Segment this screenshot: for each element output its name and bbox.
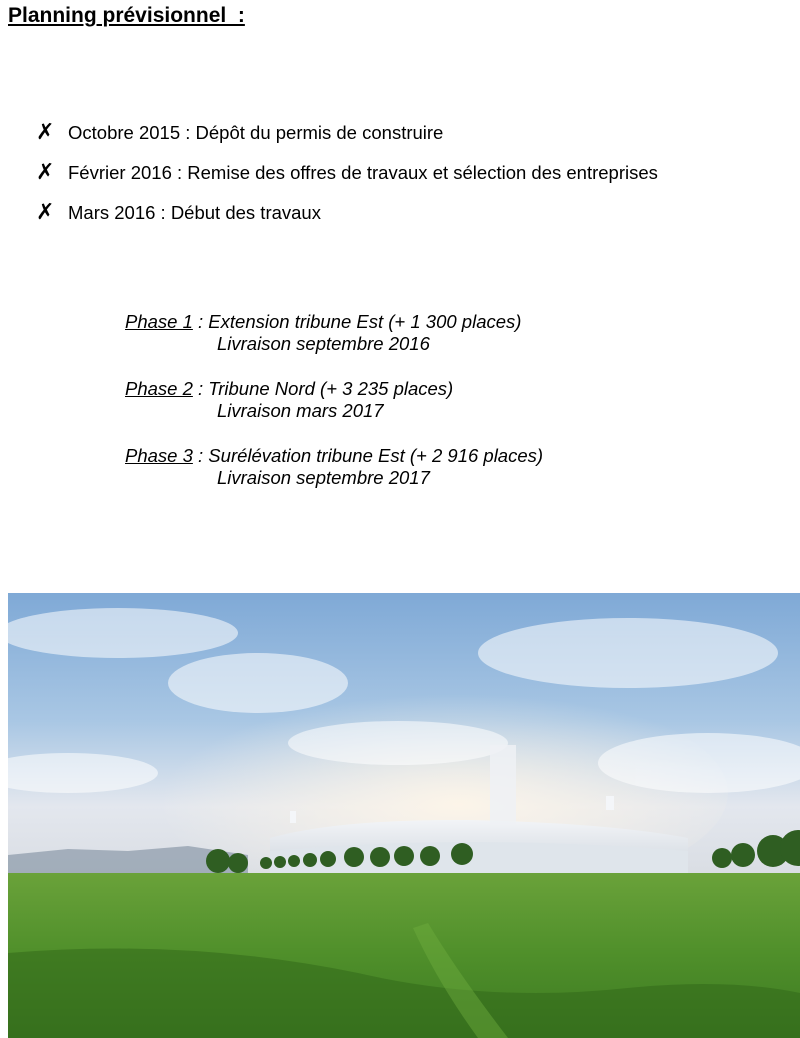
phase-description: : Surélévation tribune Est (+ 2 916 places) — [192, 445, 544, 466]
list-item — [36, 113, 658, 153]
milestone-text: Mars 2016 : Début des travaux — [68, 201, 321, 223]
list-item — [36, 193, 658, 233]
page-title: Planning prévisionnel : — [8, 4, 245, 27]
phase-label: Phase 3 — [125, 445, 193, 466]
phase-delivery: Livraison septembre 2017 — [217, 467, 430, 488]
milestone-list — [36, 113, 658, 233]
phase-description: : Tribune Nord (+ 3 235 places) — [192, 378, 454, 399]
phase-delivery: Livraison septembre 2016 — [217, 333, 430, 354]
phase-list — [125, 311, 543, 512]
list-item — [36, 153, 658, 193]
phase-item — [125, 445, 543, 489]
milestone-text: Février 2016 : Remise des offres de travaux et sélection des entreprises — [68, 161, 658, 183]
phase-label: Phase 2 — [125, 378, 193, 399]
stadium-rendering-image — [8, 593, 800, 1038]
phase-description: : Extension tribune Est (+ 1 300 places) — [192, 311, 522, 332]
floodlight-right — [606, 796, 614, 810]
phase-label: Phase 1 — [125, 311, 193, 332]
cross-mark-icon: ✗ — [36, 119, 55, 144]
milestone-text: Octobre 2015 : Dépôt du permis de construire — [68, 121, 444, 143]
floodlight-left — [290, 811, 296, 823]
phase-item — [125, 311, 543, 355]
cross-mark-icon: ✗ — [36, 199, 55, 224]
cross-mark-icon: ✗ — [36, 159, 55, 184]
floodlight-mast — [490, 745, 516, 825]
phase-delivery: Livraison mars 2017 — [217, 400, 384, 421]
phase-item — [125, 378, 543, 422]
